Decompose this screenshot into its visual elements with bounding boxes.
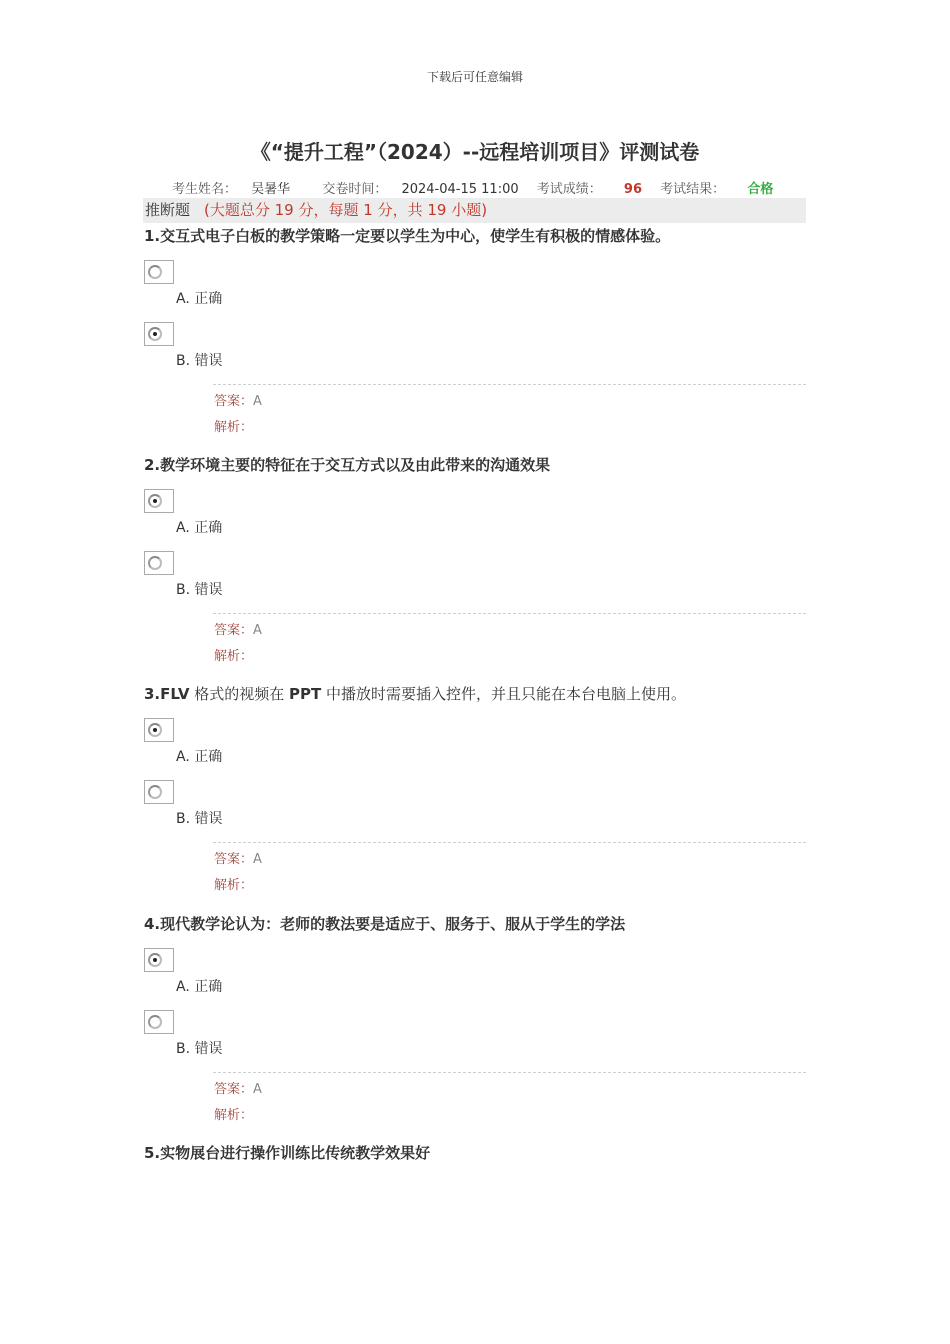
exam-result: 合格 <box>747 182 774 197</box>
question-4 <box>144 912 814 1123</box>
name-label: 考生姓名： <box>172 182 238 197</box>
exam-info-bar <box>172 178 773 197</box>
question-text: 5.实物展台进行操作训练比传统教学效果好 <box>144 1144 431 1162</box>
radio-icon <box>148 556 162 570</box>
divider <box>213 613 806 614</box>
radio-checked-icon <box>148 723 162 737</box>
answer-line: 答案：A <box>214 394 262 409</box>
score-label: 考试成绩： <box>536 182 602 197</box>
option-a-radio[interactable] <box>144 718 174 742</box>
option-a-radio[interactable] <box>144 948 174 972</box>
answer-line: 答案：A <box>214 623 262 638</box>
option-a-radio[interactable] <box>144 489 174 513</box>
question-text: 3.FLV 格式的视频在 PPT 中播放时需要插入控件，并且只能在本台电脑上使用。 <box>144 685 687 703</box>
question-5 <box>144 1141 814 1165</box>
submit-time: 2024-04-15 11:00 <box>401 182 519 197</box>
section-description: (大题总分 19 分，每题 1 分，共 19 小题) <box>204 201 488 219</box>
question-text: 2.教学环境主要的特征在于交互方式以及由此带来的沟通效果 <box>144 456 551 474</box>
time-label: 交卷时间： <box>322 182 388 197</box>
analysis-line: 解析： <box>214 878 254 893</box>
analysis-line: 解析： <box>214 649 254 664</box>
divider <box>213 842 806 843</box>
option-b-radio[interactable] <box>144 780 174 804</box>
divider <box>213 384 806 385</box>
option-b-label: B. 错误 <box>176 811 223 827</box>
option-b-radio[interactable] <box>144 322 174 346</box>
divider <box>213 1072 806 1073</box>
option-a-label: A. 正确 <box>176 291 223 307</box>
question-text: 4.现代教学论认为：老师的教法要是适应于、服务于、服从于学生的学法 <box>144 915 626 933</box>
section-header <box>143 198 806 223</box>
question-3 <box>144 682 814 893</box>
answer-line: 答案：A <box>214 1082 262 1097</box>
radio-checked-icon <box>148 327 162 341</box>
radio-icon <box>148 265 162 279</box>
exam-score: 96 <box>623 182 643 197</box>
option-b-label: B. 错误 <box>176 353 223 369</box>
option-a-label: A. 正确 <box>176 520 223 536</box>
question-1 <box>144 224 814 435</box>
download-note: 下载后可任意编辑 <box>426 70 523 84</box>
option-b-label: B. 错误 <box>176 1041 223 1057</box>
analysis-line: 解析： <box>214 1108 254 1123</box>
answer-line: 答案：A <box>214 852 262 867</box>
option-a-label: A. 正确 <box>176 749 223 765</box>
option-b-radio[interactable] <box>144 1010 174 1034</box>
analysis-line: 解析： <box>214 420 254 435</box>
radio-icon <box>148 1015 162 1029</box>
radio-checked-icon <box>148 953 162 967</box>
question-text: 1.交互式电子白板的教学策略一定要以学生为中心，使学生有积极的情感体验。 <box>144 227 671 245</box>
exam-title: 《“提升工程”（2024）--远程培训项目》评测试卷 <box>250 140 700 164</box>
option-a-label: A. 正确 <box>176 979 223 995</box>
option-b-label: B. 错误 <box>176 582 223 598</box>
option-a-radio[interactable] <box>144 260 174 284</box>
section-name: 推断题 <box>145 201 191 219</box>
option-b-radio[interactable] <box>144 551 174 575</box>
radio-checked-icon <box>148 494 162 508</box>
radio-icon <box>148 785 162 799</box>
question-2 <box>144 453 814 664</box>
result-label: 考试结果： <box>660 182 726 197</box>
student-name: 吴暑华 <box>251 182 291 197</box>
